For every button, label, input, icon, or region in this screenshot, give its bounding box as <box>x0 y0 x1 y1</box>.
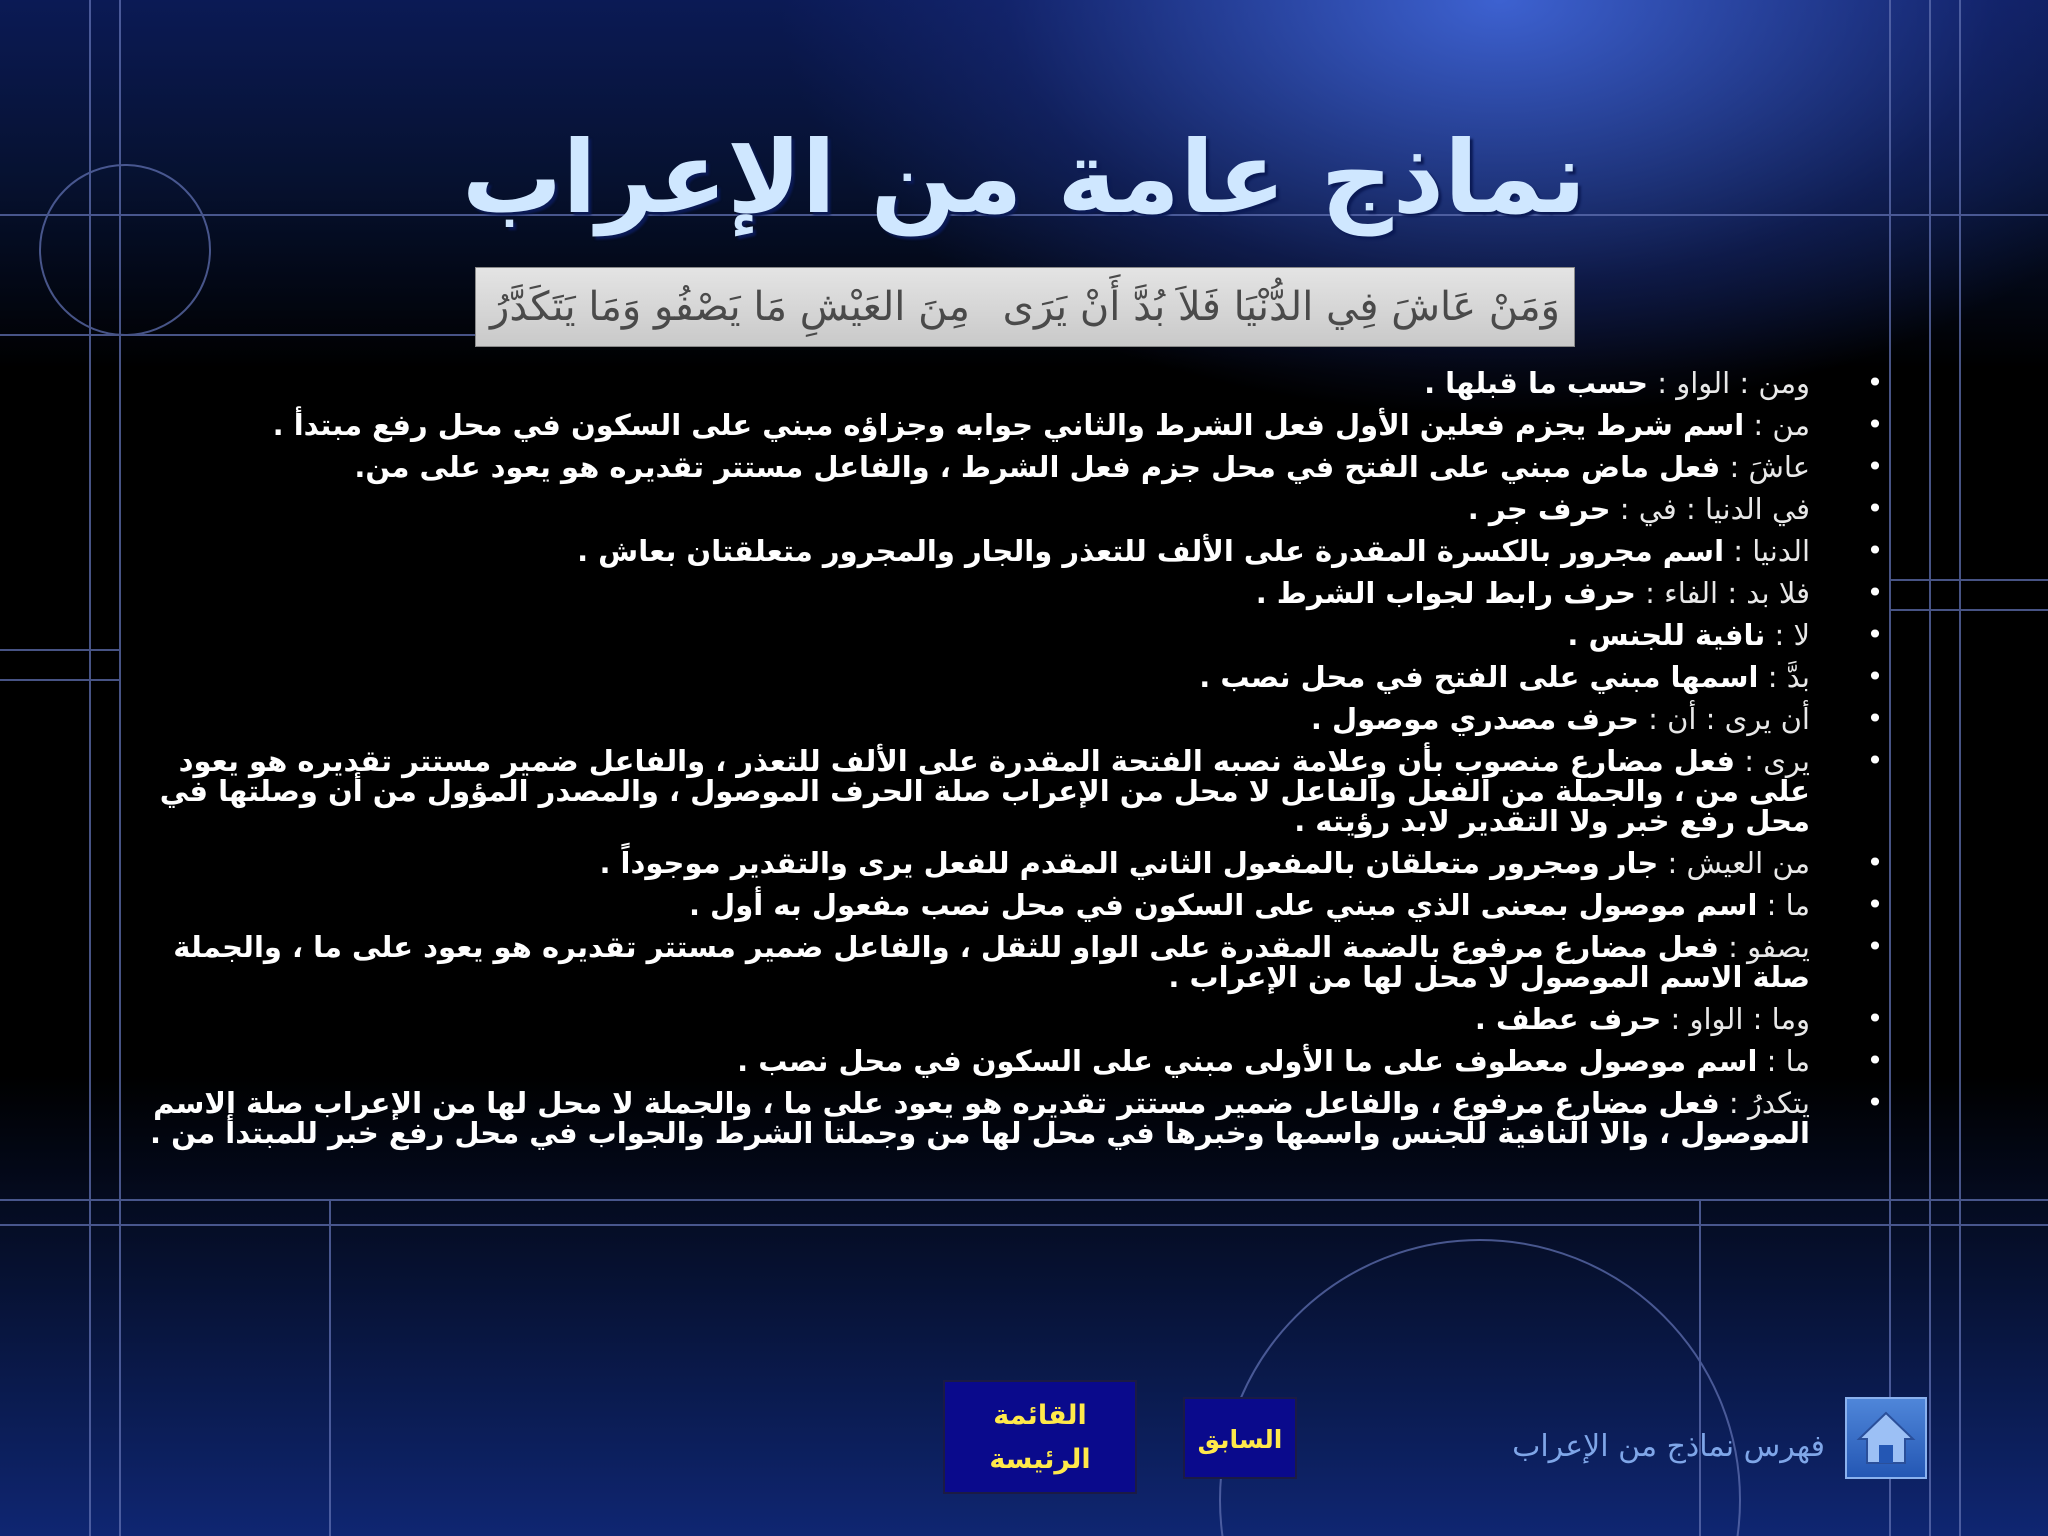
list-item <box>150 704 1890 734</box>
bullet: • <box>1866 408 1884 441</box>
parsed-word: ما : <box>1757 1044 1810 1078</box>
parsed-word: أن يرى : أن : <box>1638 702 1810 736</box>
parsing-text: فعل مضارع منصوب بأن وعلامة نصبه الفتحة المقدرة على الألف للتعذر ، والفاعل ضمير مستتر تقديره هو يعود على من ، والجملة من الفعل والفاعل لا محل من الإعراب صلة الحرف الموصول ، والمصدر المؤول من أن وصلتها في محل رفع خبر ولا التقدير لابد رؤيته . <box>159 744 1810 838</box>
home-button[interactable] <box>1845 1397 1927 1479</box>
parsed-word: الدنيا : <box>1724 534 1810 568</box>
parsing-text: حرف رابط لجواب الشرط . <box>1255 576 1636 610</box>
list-item <box>150 410 1890 440</box>
bullet: • <box>1866 702 1884 735</box>
main-menu-label-line1: القائمة <box>993 1400 1087 1431</box>
parsed-word: عاشَ : <box>1720 450 1810 484</box>
list-item <box>150 932 1890 992</box>
list-item <box>150 848 1890 878</box>
list-item <box>150 1088 1890 1148</box>
parsing-text: اسم شرط يجزم فعلين الأول فعل الشرط والثاني جوابه وجزاؤه مبني على السكون في محل رفع مبتدأ . <box>272 408 1745 442</box>
parsing-text: اسم موصول معطوف على ما الأولى مبني على السكون في محل نصب . <box>737 1044 1758 1078</box>
parsed-word: لا : <box>1765 618 1810 652</box>
bullet: • <box>1866 534 1884 567</box>
parsing-text: حرف مصدري موصول . <box>1310 702 1639 736</box>
bullet: • <box>1866 1044 1884 1077</box>
previous-button[interactable]: السابق <box>1183 1397 1297 1479</box>
verse-first-half: وَمَنْ عَاشَ فِي الدُّنْيَا فَلاَ بُدَّ أَنْ يَرَى <box>1002 284 1560 330</box>
main-menu-label-line2: الرئيسة <box>989 1444 1091 1475</box>
parsing-text: حرف جر . <box>1467 492 1611 526</box>
list-item <box>150 578 1890 608</box>
parsing-text: جار ومجرور متعلقان بالمفعول الثاني المقدم للفعل يرى والتقدير موجوداً . <box>599 846 1659 880</box>
list-item <box>150 452 1890 482</box>
parsed-word: من العيش : <box>1658 846 1810 880</box>
bullet: • <box>1866 888 1884 921</box>
parsed-word: بدَّ : <box>1758 660 1810 694</box>
list-item <box>150 662 1890 692</box>
parsing-text: حرف عطف . <box>1474 1002 1662 1036</box>
parsing-text: فعل مضارع مرفوع ، والفاعل ضمير مستتر تقديره هو يعود على ما ، والجملة لا محل لها من الإعراب صلة الاسم الموصول ، والا النافية للجنس واسمها وخبرها في محل لها من وجملتا الشرط والجواب في محل رفع خبر للمبتدأ من . <box>150 1086 1810 1150</box>
parsed-word: ومن : الواو : <box>1648 366 1810 400</box>
parsed-word: ما : <box>1757 888 1810 922</box>
verse-image <box>475 267 1575 347</box>
bullet: • <box>1866 1002 1884 1035</box>
parsed-word: في الدنيا : في : <box>1610 492 1810 526</box>
bullet: • <box>1866 576 1884 609</box>
parsed-word: فلا بد : الفاء : <box>1635 576 1810 610</box>
bullet: • <box>1866 660 1884 693</box>
bullet: • <box>1866 618 1884 651</box>
bullet: • <box>1866 744 1884 777</box>
parsed-word: يتكدرُ : <box>1719 1086 1810 1120</box>
parsing-text: اسم مجرور بالكسرة المقدرة على الألف للتعذر والجار والمجرور متعلقتان بعاش . <box>577 534 1725 568</box>
parsing-text: نافية للجنس . <box>1567 618 1766 652</box>
parsing-list <box>150 368 1890 1160</box>
list-item <box>150 890 1890 920</box>
list-item <box>150 1046 1890 1076</box>
bullet: • <box>1866 492 1884 525</box>
bullet: • <box>1866 366 1884 399</box>
parsed-word: من : <box>1744 408 1810 442</box>
bullet: • <box>1866 450 1884 483</box>
parsed-word: يصفو : <box>1718 930 1810 964</box>
list-item <box>150 1004 1890 1034</box>
parsing-text: فعل مضارع مرفوع بالضمة المقدرة على الواو للثقل ، والفاعل ضمير مستتر تقديره هو يعود على ما ، والجملة صلة الاسم الموصول لا محل لها من الإعراب . <box>173 930 1810 994</box>
parsing-text: حسب ما قبلها . <box>1424 366 1649 400</box>
list-item <box>150 494 1890 524</box>
home-icon <box>1847 1399 1925 1477</box>
list-item <box>150 536 1890 566</box>
parsing-text: اسم موصول بمعنى الذي مبني على السكون في محل نصب مفعول به أول . <box>688 888 1758 922</box>
parsed-word: وما : الواو : <box>1661 1002 1810 1036</box>
index-link[interactable]: فهرس نماذج من الإعراب <box>1512 1429 1825 1464</box>
list-item <box>150 368 1890 398</box>
verse-second-half: مِنَ العَيْشِ مَا يَصْفُو وَمَا يَتَكَدَّرُ <box>490 284 970 330</box>
parsed-word: يرى : <box>1735 744 1810 778</box>
list-item <box>150 620 1890 650</box>
main-menu-button[interactable] <box>943 1380 1137 1494</box>
bullet: • <box>1866 930 1884 963</box>
parsing-text: فعل ماض مبني على الفتح في محل جزم فعل الشرط ، والفاعل مستتر تقديره هو يعود على من. <box>354 450 1721 484</box>
parsing-text: اسمها مبني على الفتح في محل نصب . <box>1199 660 1759 694</box>
page-title: نماذج عامة من الإعراب <box>461 119 1587 236</box>
list-item <box>150 746 1890 836</box>
bullet: • <box>1866 846 1884 879</box>
bullet: • <box>1866 1086 1884 1119</box>
